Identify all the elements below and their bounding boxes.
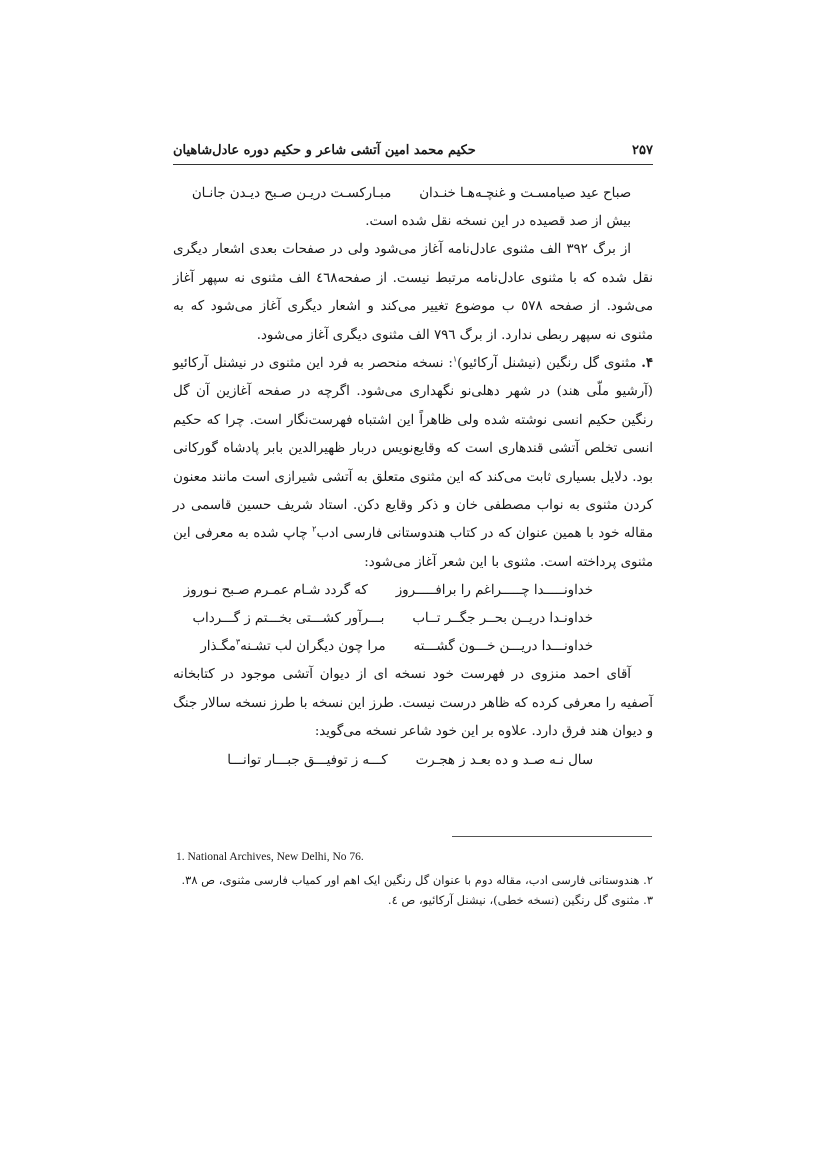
running-header [173, 141, 653, 163]
footnote-marker: ۱ [452, 354, 458, 364]
hemistich-second: کـــه ز توفیـــق جبـــار توانـــا [227, 752, 388, 768]
hemistich-first: صباح عید صیامسـت و غنچـه‌هـا خنـدان [419, 186, 631, 201]
list-number: ۴. [641, 356, 653, 372]
footnote-3: ۳. مثنوی گل رنگین (نسخه خطی)، نیشنل آرکائیو، ص ٤. [387, 893, 653, 907]
paragraph: بیش از صد قصیده در این نسخه نقل شده است. [365, 214, 631, 229]
hemistich-second: مبـارکسـت دریـن صـبح دیـدن جانـان [191, 186, 392, 201]
list-item-4 [173, 350, 653, 577]
hemistich-second: بـــرآور کشـــتی بخـــتم ز گـــرداب [192, 611, 385, 627]
verse-line [173, 577, 653, 605]
hemistich-second [200, 633, 385, 661]
footnote-rule [452, 836, 652, 837]
verse-line [173, 633, 653, 661]
verse-line [173, 747, 653, 775]
hemistich-first: سال نـه صـد و ده بعـد ز هجـرت [415, 752, 593, 768]
paragraph: آقای احمد منزوی در فهرست خود نسخه ای از دیوان آتشی موجود در کتابخانه آصفیه را معرفی کرده که ظاهر درست نیست. طرز این نسخه با طرز نسخه سالار جنگ و دیوان هند فرق دارد. علاوه بر این خود شاعر نسخه می‌گوید: [173, 667, 653, 740]
hemistich-first: خداونـدا دریــن بحــر جگــر تــاب [412, 611, 593, 627]
hemistich-text: مرا چون دیگران لب تشـنه [240, 639, 386, 655]
footnote-2: ۲. هندوستانی فارسی ادب، مقاله دوم با عنوان گل رنگین ایک اهم اور کمیاب فارسی مثنوی، ص ۳۸. [181, 873, 653, 887]
item-text: چاپ شده به معرفی این مثنوی پرداخته است. مثنوی با این شعر آغاز می‌شود: [173, 526, 653, 570]
hemistich-first: خداونـــدا دریـــن خـــون گشـــته [413, 639, 593, 655]
hemistich-text: مگـذار [200, 639, 236, 655]
item-heading: مثنوی گل رنگین (نیشنل آرکائیو) [457, 356, 637, 372]
running-title: حکیم محمد امین آتشی شاعر و حکیم دوره عادل‌شاهیان [173, 143, 476, 158]
footnote-marker: ۲ [312, 525, 317, 535]
verse-line [173, 180, 653, 208]
item-text: : نسخه منحصر به فرد این مثنوی در نیشنل آرکائیو (آرشیو ملّی هند) در شهر دهلی‌نو نگهداری می‌شود. اگرچه در صفحه آغازین آن گل رنگین حکیم انسی نوشته شده ولی ظاهراً این اشتباه فهرست‌نگار است. چرا که حکیم انسی تخلص آتشی قندهاری است که وقایع‌نویس دربار ظهیرالدین بابر پادشاه گورکانی بود. دلایل بسیاری ثابت می‌کند که این مثنوی متعلق به آتشی شیرازی است مانند معنون کردن مثنوی به نواب مصطفی خان و ذکر وقایع دکن. استاد شریف حسین قاسمی در مقاله خود با همین عنوان که در کتاب هندوستانی فارسی ادب [173, 356, 653, 542]
hemistich-second: که گردد شـام عمـرم صـبح نـوروز [183, 583, 368, 599]
header-rule [173, 164, 653, 165]
footnote-1: 1. National Archives, New Delhi, No 76. [176, 851, 364, 863]
hemistich-first: خداونـــــدا چـــــراغم را برافـــــروز [395, 583, 593, 599]
page-number: ۲۵۷ [632, 143, 653, 158]
footnote-marker: ۳ [235, 637, 241, 647]
paragraph: از برگ ۳۹۲ الف مثنوی عادل‌نامه آغاز می‌شود ولی در صفحات بعدی اشعار دیگری نقل شده که با مثنوی عادل‌نامه مرتبط نیست. از صفحه٤٦٨ الف مثنوی نه سپهر آغاز می‌شود. از صفحه ٥٧٨ ب موضوع تغییر می‌کند و اشعار دیگری آغاز می‌شود که به مثنوی نه سپهر ربطی ندارد. از برگ ٧٩٦ الف مثنوی دیگری آغاز می‌شود. [173, 242, 653, 343]
verse-line [173, 605, 653, 633]
main-text [173, 180, 653, 775]
